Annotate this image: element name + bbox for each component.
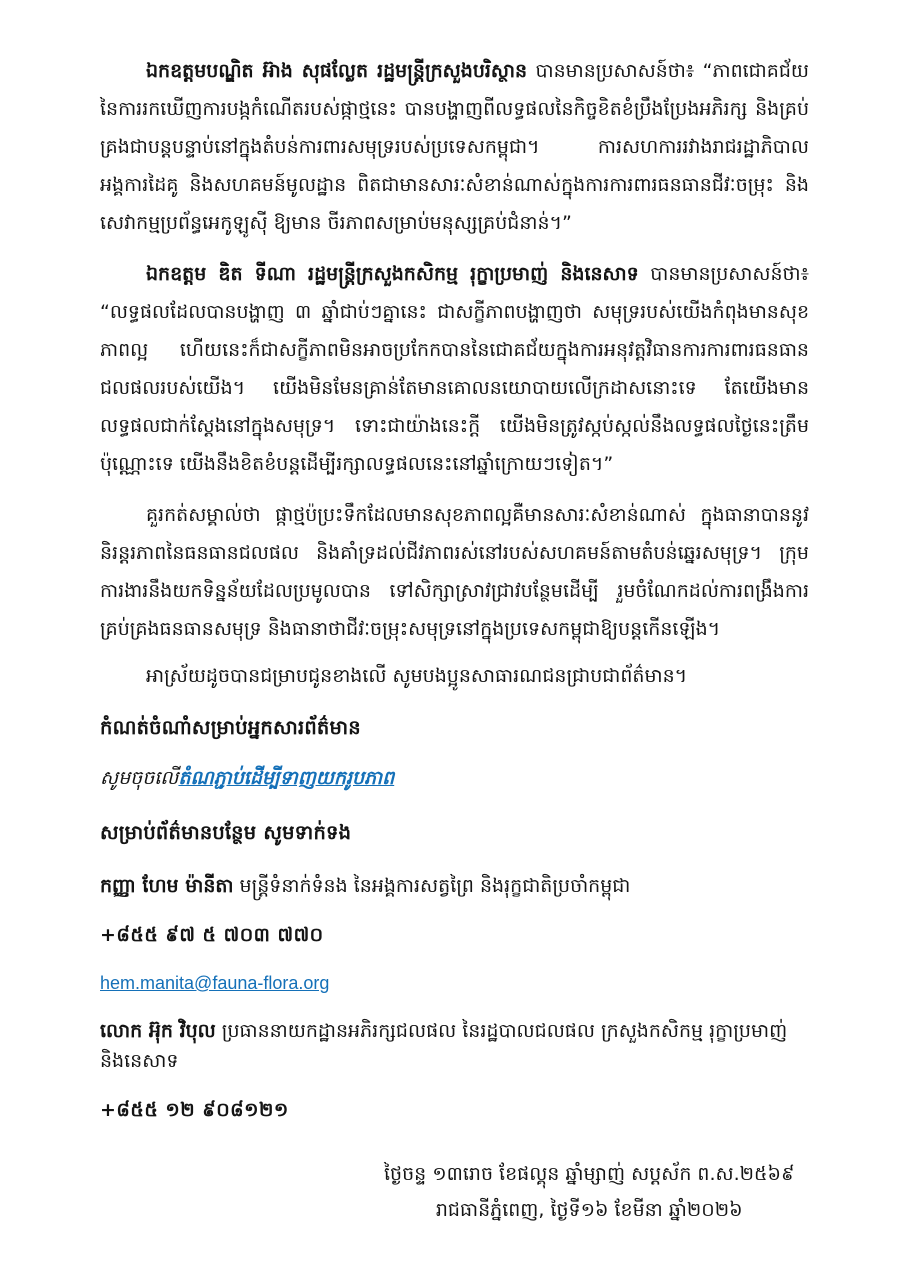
contact-1-phone: +៨៥៥ ៩៧ ៥ ៧០៣ ៧៧០ [100, 924, 324, 946]
speaker-name-environment-minister: ឯកឧត្តមបណ្ឌិត អ៊ាង សុផល្លែត រដ្ឋមន្ត្រីក្រសួងបរិស្ថាន [146, 60, 528, 82]
quote-text-agriculture-minister: បានមានប្រសាសន៍ថា៖ “លទ្ធផលដែលបានបង្ហាញ ៣ ឆ្នាំជាប់ៗគ្នានេះ ជាសក្ខីភាពបង្ហាញថា សមុទ្ររបស់យើងកំពុងមានសុខភាពល្អ ហើយនេះក៏ជាសក្ខីភាពមិនអាចប្រកែកបាននៃជោគជ័យក្នុងការអនុវត្តវិធានការការពារធនធានជលផលរបស់យើង។ យើងមិនមែនគ្រាន់តែមានគោលនយោបាយលើក្រដាសនោះទេ តែយើងមានលទ្ធផលជាក់ស្តែងនៅក្នុងសមុទ្រ។ ទោះជាយ៉ាងនេះក្តី យើងមិនត្រូវស្កប់ស្កល់នឹងលទ្ធផលថ្ងៃនេះត្រឹមប៉ុណ្ណោះទេ យើងនឹងខិតខំបន្តដើម្បីរក្សាលទ្ធផលនេះនៅឆ្នាំក្រោយៗទៀត។” [100, 263, 809, 475]
press-note-heading: កំណត់ចំណាំសម្រាប់អ្នកសារព័ត៌មាន [100, 716, 361, 739]
date-block [384, 1156, 795, 1228]
contact-heading: សម្រាប់ព័ត៌មានបន្ថែម សូមទាក់ទង [100, 821, 352, 844]
image-download-line [100, 766, 809, 794]
contact-2-name: លោក អ៊ុក វិបុល [100, 1020, 216, 1042]
quote-text-environment-minister: បានមានប្រសាសន៍ថា៖ “ភាពជោគជ័យនៃការរកឃើញការបង្កកំណើតរបស់ផ្កាថ្មនេះ បានបង្ហាញពីលទ្ធផលនៃកិច្ចខិតខំប្រឹងប្រែងអភិរក្ស និងគ្រប់គ្រងជាបន្តបន្ទាប់នៅក្នុងតំបន់ការពារសមុទ្ររបស់ប្រទេសកម្ពុជា។ ការសហការរវាងរាជរដ្ឋាភិបាល អង្គការដៃគូ និងសហគមន៍មូលដ្ឋាន ពិតជាមានសារៈសំខាន់ណាស់ក្នុងការការពារធនធានជីវៈចម្រុះ និងសេវាកម្មប្រព័ន្ធអេកូឡូស៊ី ឱ្យមាន ចីរភាពសម្រាប់មនុស្សគ្រប់ជំនាន់។” [100, 60, 809, 234]
contact-1-email-line [100, 973, 809, 994]
contact-2-title: ប្រធាននាយកដ្ឋានអភិរក្សជលផល នៃរដ្ឋបាលជលផល ក្រសួងកសិកម្ម រុក្ខាប្រមាញ់ និងនេសាទ [100, 1020, 788, 1072]
paragraph-environment-minister-quote [100, 52, 809, 242]
paragraph-coral-reef-note [100, 496, 809, 648]
coral-reef-note-text: គួរកត់សម្គាល់ថា ផ្កាថ្មប៉ប្រះទឹកដែលមានសុខភាពល្អគឺមានសារៈសំខាន់ណាស់ ក្នុងធានាបាននូវនិរន្តរភាពនៃធនធានជលផល និងគាំទ្រដល់ជីវភាពរស់នៅរបស់សហគមន៍តាមតំបន់ឆ្នេរសមុទ្រ។ ក្រុមការងារនឹងយកទិន្នន័យដែលប្រមូលបាន ទៅសិក្សាស្រាវជ្រាវបន្ថែមដើម្បី រួមចំណែកដល់ការពង្រឹងការគ្រប់គ្រងធនធានសមុទ្រ និងធានាថាជីវៈចម្រុះសមុទ្រនៅក្នុងប្រទេសកម្ពុជាឱ្យបន្តកើនឡើង។ [100, 504, 809, 640]
contact-person-2 [100, 1016, 809, 1076]
gregorian-date-line: រាជធានីភ្នំពេញ, ថ្ងៃទី១៦ ខែមីនា ឆ្នាំ២០២៦ [435, 1199, 743, 1221]
contact-1-name: កញ្ញា ហែម ម៉ានីតា [100, 875, 234, 897]
lunar-date-line: ថ្ងៃចន្ទ ១៣រោច ខែផល្គុន ឆ្នាំម្សាញ់ សប្តស័ក ព.ស.២៥៦៩ [384, 1163, 795, 1185]
contact-1-title: មន្ត្រីទំនាក់ទំនង នៃអង្គការសត្វព្រៃ និងរុក្ខជាតិប្រចាំកម្ពុជា [233, 875, 631, 897]
speaker-name-agriculture-minister: ឯកឧត្តម ឌិត ទីណា រដ្ឋមន្ត្រីក្រសួងកសិកម្ម រុក្ខាប្រមាញ់ និងនេសាទ [146, 263, 639, 285]
paragraph-agriculture-minister-quote [100, 255, 809, 483]
contact-person-1 [100, 871, 809, 901]
document-content [100, 52, 809, 1228]
download-images-link[interactable]: តំណភ្ជាប់ដើម្បីទាញយករូបភាព [178, 767, 395, 789]
contact-email-link[interactable]: hem.manita@fauna-flora.org [100, 973, 330, 993]
closing-statement: អាស្រ័យដូចបានជម្រាបជូនខាងលើ សូមបងប្អូនសាធារណជនជ្រាបជាព័ត៌មាន។ [146, 665, 688, 687]
link-prefix-text: សូមចុចលើ [100, 767, 179, 789]
contact-2-phone: +៨៥៥ ១២ ៩០៨១២១ [100, 1099, 289, 1121]
